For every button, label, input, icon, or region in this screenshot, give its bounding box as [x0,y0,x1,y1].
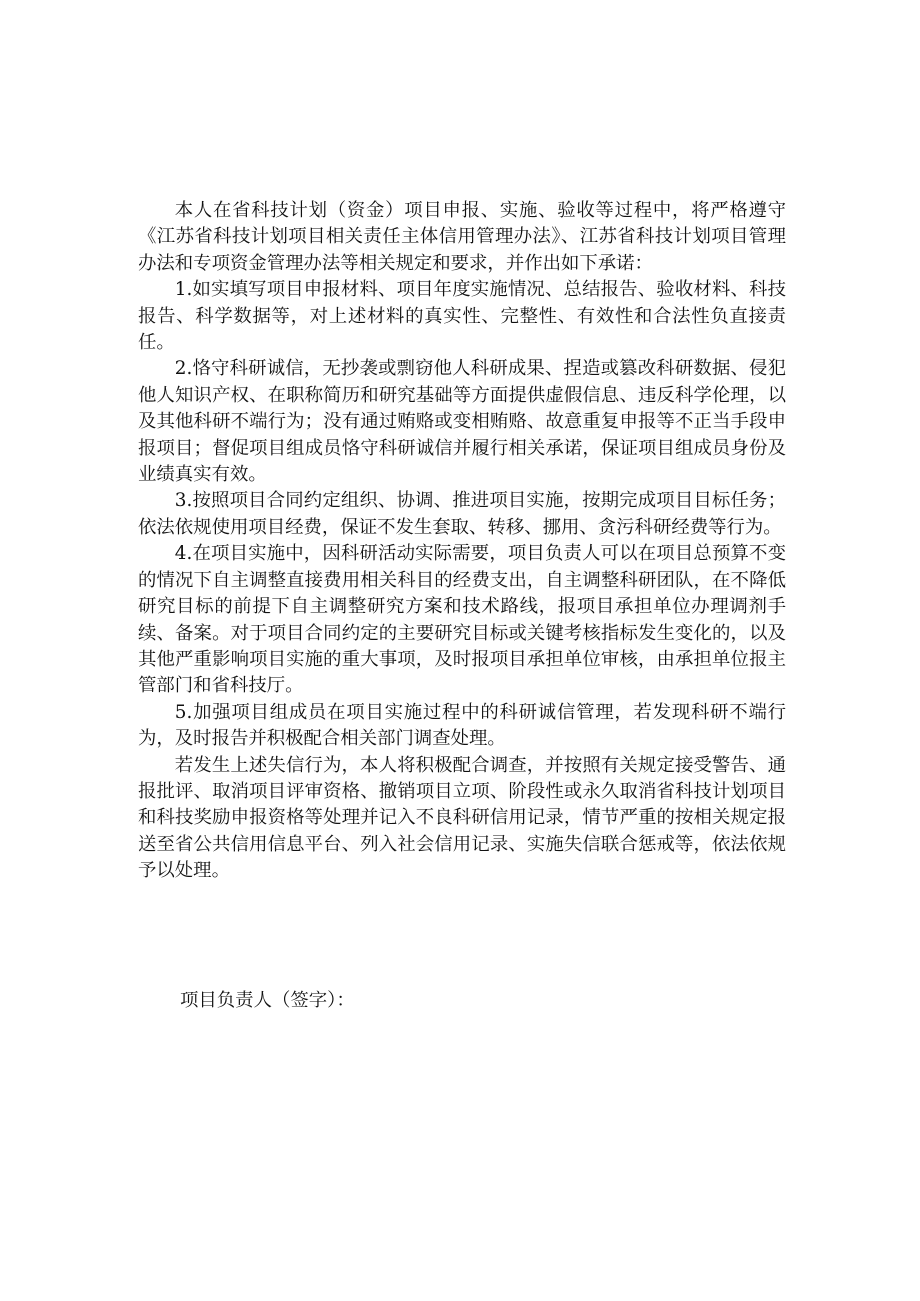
commitment-item-2: 2.恪守科研诚信，无抄袭或剽窃他人科研成果、捏造或篡改科研数据、侵犯他人知识产权、在职称简历和研究基础等方面提供虚假信息、违反科学伦理，以及其他科研不端行为；没有通过贿赂或变相贿赂、故意重复申报等不正当手段申报项目；督促项目组成员恪守科研诚信并履行相关承诺，保证项目组成员身份及业绩真实有效。 [138,358,786,486]
signature-label: 项目负责人（签字）： [180,990,355,1011]
intro-paragraph: 本人在省科技计划（资金）项目申报、实施、验收等过程中，将严格遵守《江苏省科技计划项目相关责任主体信用管理办法》、江苏省科技计划项目管理办法和专项资金管理办法等相关规定和要求，并作出如下承诺： [138,200,786,274]
commitment-item-4: 4.在项目实施中，因科研活动实际需要，项目负责人可以在项目总预算不变的情况下自主调整直接费用相关科目的经费支出，自主调整科研团队，在不降低研究目标的前提下自主调整研究方案和技术路线，报项目承担单位办理调剂手续、备案。对于项目合同约定的主要研究目标或关键考核指标发生变化的，以及其他严重影响项目实施的重大事项，及时报项目承担单位审核，由承担单位报主管部门和省科技厅。 [138,543,786,697]
penalty-paragraph: 若发生上述失信行为，本人将积极配合调查，并按照有关规定接受警告、通报批评、取消项目评审资格、撤销项目立项、阶段性或永久取消省科技计划项目和科技奖励申报资格等处理并记入不良科研信用记录，情节严重的按相关规定报送至省公共信用信息平台、列入社会信用记录、实施失信联合惩戒等，依法依规予以处理。 [138,754,786,882]
commitment-item-3: 3.按照项目合同约定组织、协调、推进项目实施，按期完成项目目标任务；依法依规使用项目经费，保证不发生套取、转移、挪用、贪污科研经费等行为。 [138,490,786,538]
commitment-item-1: 1.如实填写项目申报材料、项目年度实施情况、总结报告、验收材料、科技报告、科学数据等，对上述材料的真实性、完整性、有效性和合法性负直接责任。 [138,279,786,354]
commitment-body [138,198,786,885]
commitment-item-5: 5.加强项目组成员在项目实施过程中的科研诚信管理，若发现科研不端行为，及时报告并积极配合相关部门调查处理。 [138,701,786,750]
